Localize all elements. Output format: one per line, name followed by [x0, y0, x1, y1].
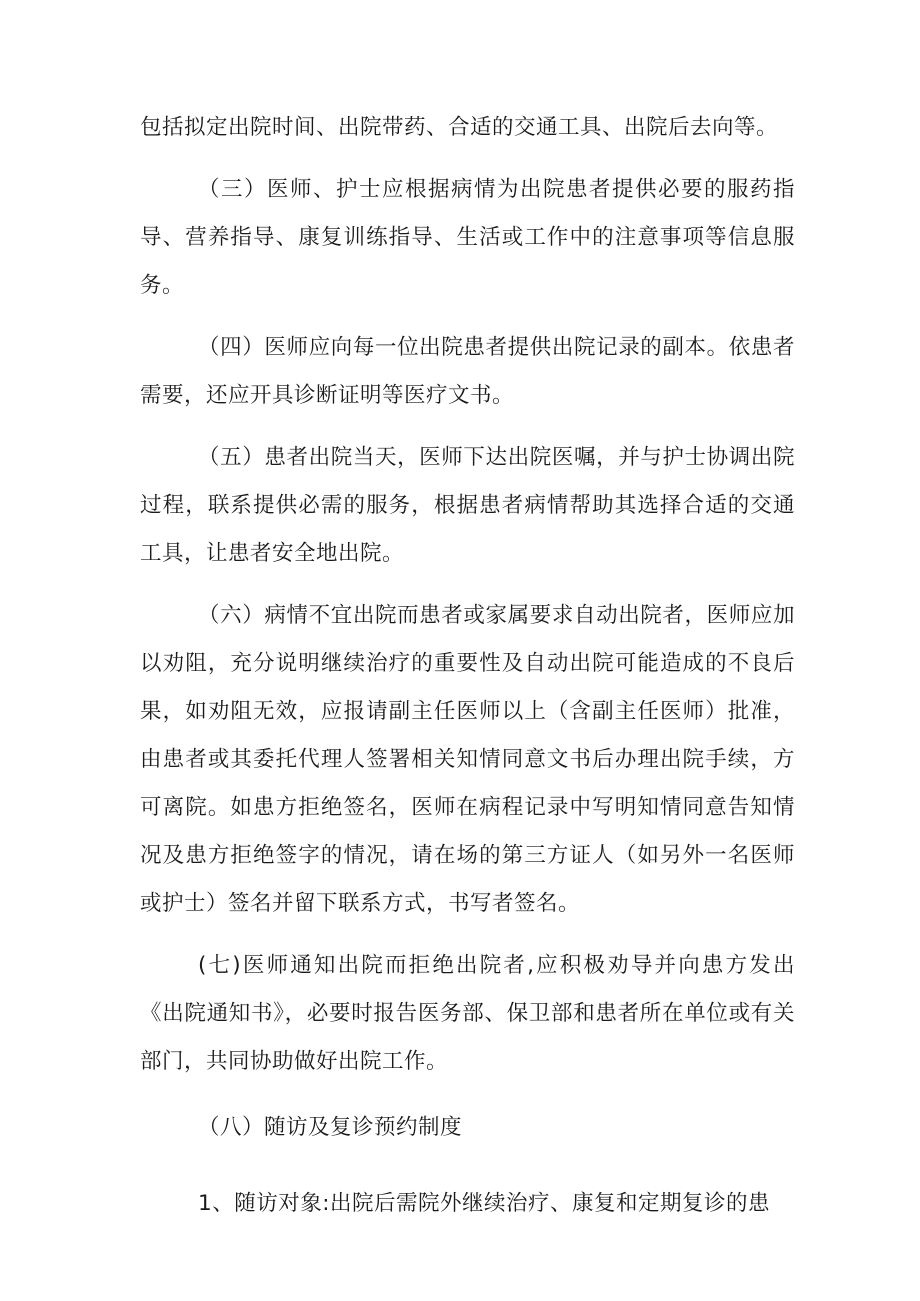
document-body [140, 104, 795, 1228]
paragraph-continuation: 包括拟定出院时间、出院带药、合适的交通工具、出院后去向等。 [140, 115, 779, 140]
paragraph-item-6: （六）病情不宜出院而患者或家属要求自动出院者，医师应加以劝阻，充分说明继续治疗的重要性及自动出院可能造成的不良后果，如劝阻无效，应报请副主任医师以上（含副主任医师）批准，由患者或其委托代理人签署相关知情同意文书后办理出院手续，方可离院。如患方拒绝签名，医师在病程记录中写明知情同意告知情况及患方拒绝签字的情况，请在场的第三方证人（如另外一名医师或护士）签名并留下联系方式，书写者签名。 [140, 603, 795, 916]
paragraph-item-7: (七)医师通知出院而拒绝出院者,应积极劝导并向患方发出《出院通知书》，必要时报告医务部、保卫部和患者所在单位或有关部门，共同协助做好出院工作。 [140, 953, 795, 1074]
paragraph-item-5: （五）患者出院当天，医师下达出院医嘱，并与护士协调出院过程，联系提供必需的服务，根据患者病情帮助其选择合适的交通工具，让患者安全地出院。 [140, 445, 795, 566]
paragraph-item-4: （四）医师应向每一位出院患者提供出院记录的副本。依患者需要，还应开具诊断证明等医疗文书。 [140, 335, 795, 408]
paragraph-item-3: （三）医师、护士应根据病情为出院患者提供必要的服药指导、营养指导、康复训练指导、生活或工作中的注意事项等信息服务。 [140, 177, 795, 298]
section-heading-8: （八）随访及复诊预约制度 [198, 1115, 463, 1140]
list-item-1: 1、随访对象:出院后需院外继续治疗、康复和定期复诊的患 [198, 1191, 770, 1216]
